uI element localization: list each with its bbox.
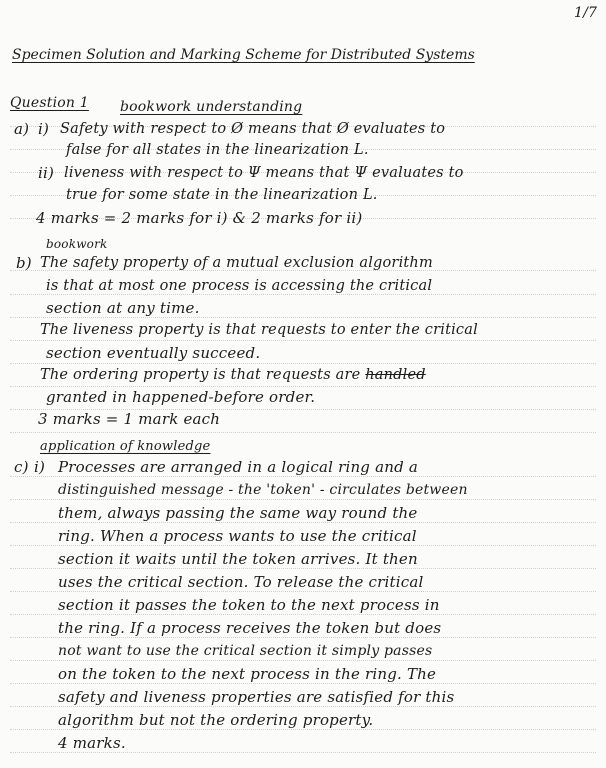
ruled-line	[10, 363, 596, 364]
part-c-i-label: i)	[34, 458, 46, 476]
part-b-text: The liveness property is that requests to enter the critical	[40, 322, 478, 338]
part-a-marks: 4 marks = 2 marks for i) & 2 marks for ii)	[36, 209, 363, 227]
page-number: 1/7	[574, 5, 598, 21]
part-b-note: bookwork	[46, 237, 108, 251]
part-a-ii-label: ii)	[38, 164, 55, 182]
question-heading: Question 1	[10, 95, 89, 111]
part-a-i-text: false for all states in the linearization L.	[66, 142, 369, 158]
part-c-text: them, always passing the same way round the	[58, 504, 418, 522]
ruled-line	[10, 683, 596, 684]
part-c-text: safety and liveness properties are satisfied for this	[58, 688, 455, 706]
part-c-text: Processes are arranged in a logical ring and a	[58, 458, 418, 476]
ruled-line	[10, 660, 596, 661]
part-a-label: a)	[14, 120, 30, 138]
ruled-line	[10, 499, 596, 500]
part-a-ii-text: true for some state in the linearization L.	[66, 187, 378, 203]
part-c-text: ring. When a process wants to use the critical	[58, 527, 417, 545]
ruled-line	[10, 317, 596, 318]
ruled-line	[10, 706, 596, 707]
part-c-text: on the token to the next process in the ring. The	[58, 665, 437, 683]
part-c-note: application of knowledge	[40, 439, 211, 454]
part-a-ii-text: liveness with respect to Ψ means that Ψ evaluates to	[64, 165, 464, 181]
part-c-text: distinguished message - the 'token' - circulates between	[58, 482, 468, 498]
ruled-line	[10, 340, 596, 341]
ruled-line	[10, 637, 596, 638]
struck-word: handled	[365, 367, 426, 383]
ruled-line	[10, 729, 596, 730]
part-c-text: the ring. If a process receives the token but does	[58, 619, 442, 637]
ruled-line	[10, 568, 596, 569]
part-b-ordering-text: The ordering property is that requests are	[40, 367, 361, 383]
part-b-text	[40, 366, 426, 384]
ruled-line	[10, 476, 596, 477]
ruled-line	[10, 545, 596, 546]
part-a-i-label: i)	[38, 120, 50, 138]
question-note: bookwork understanding	[120, 99, 303, 115]
part-b-label: b)	[16, 254, 32, 272]
part-c-text: section it passes the token to the next process in	[58, 596, 440, 614]
part-b-text: is that at most one process is accessing the critical	[46, 278, 433, 294]
part-a-i-text: Safety with respect to Ø means that Ø evaluates to	[60, 121, 446, 137]
part-b-text: section eventually succeed.	[46, 344, 261, 362]
part-c-text: uses the critical section. To release the critical	[58, 573, 424, 591]
part-b-text: section at any time.	[46, 299, 200, 317]
ruled-line	[10, 386, 596, 387]
ruled-line	[10, 752, 596, 753]
part-b-marks: 3 marks = 1 mark each	[38, 410, 221, 428]
ruled-line	[10, 614, 596, 615]
part-b-text: granted in happened-before order.	[46, 388, 316, 406]
ruled-line	[10, 522, 596, 523]
page-title: Specimen Solution and Marking Scheme for Distributed Systems	[12, 47, 475, 63]
ruled-line	[10, 432, 596, 433]
part-c-text: algorithm but not the ordering property.	[58, 711, 374, 729]
part-c-text: not want to use the critical section it simply passes	[58, 643, 433, 659]
ruled-line	[10, 591, 596, 592]
part-c-text: section it waits until the token arrives. It then	[58, 550, 418, 568]
part-b-text: The safety property of a mutual exclusion algorithm	[40, 255, 433, 271]
part-c-marks: 4 marks.	[58, 734, 126, 752]
part-c-label: c)	[14, 458, 29, 476]
